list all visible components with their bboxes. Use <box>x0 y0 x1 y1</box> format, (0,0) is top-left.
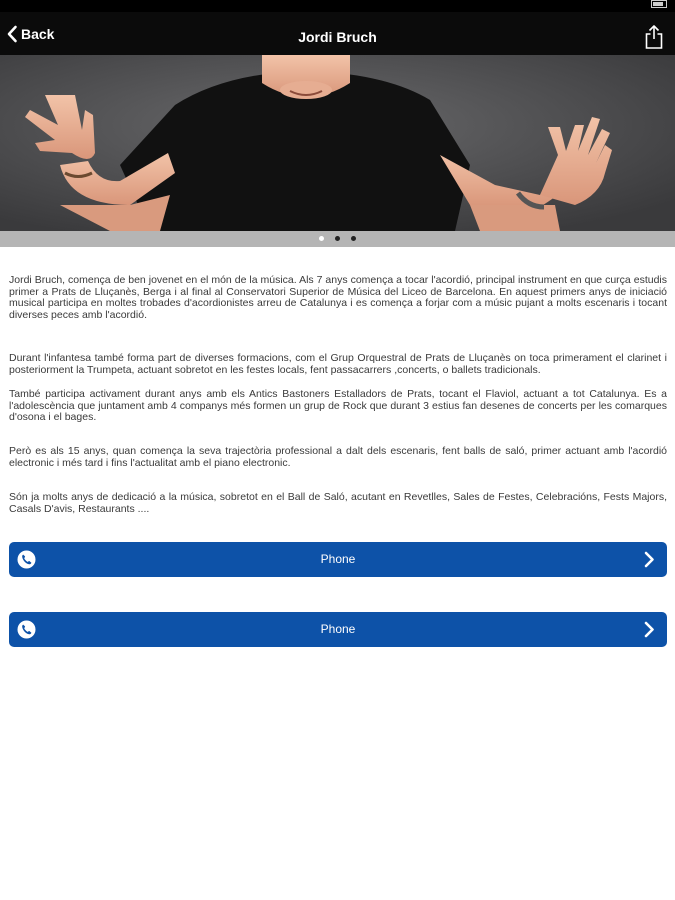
chevron-right-icon <box>643 621 655 638</box>
status-bar <box>0 0 675 12</box>
chevron-right-icon <box>643 551 655 568</box>
bio-paragraph: Durant l'infantesa també forma part de diverses formacions, com el Grup Orquestral de Prats de Lluçanès on toca primerament el clarinet i posteriorment la Trumpeta, actuant sobretot en les festes locals, fent passacarrers ,concerts, o ballets tradicionals. <box>9 352 667 376</box>
page-dot[interactable] <box>351 236 356 241</box>
battery-icon <box>651 0 667 8</box>
phone-button[interactable] <box>9 542 667 577</box>
bio-paragraph: Jordi Bruch, comença de ben jovenet en el món de la música. Als 7 anys comença a tocar l'acordió, principal instrument en que curça estudis primer a Prats de Lluçanès, Berga i al final al Conservatori Superior de Música del Liceo de Barcelona. En aquest primers anys de iniciació musical participa en moltes trobades d'acordionistes arreu de Catalunya i es comença a forjar com a músic pujant a molts escenaris i tocant diverses peces amb l'acordió. <box>9 274 667 321</box>
gallery-pager <box>0 231 675 247</box>
phone-button-label: Phone <box>320 622 356 636</box>
phone-button[interactable] <box>9 612 667 647</box>
page-title: Jordi Bruch <box>298 29 377 45</box>
page-dot[interactable] <box>335 236 340 241</box>
back-label: Back <box>21 26 55 42</box>
page-dot[interactable] <box>319 236 324 241</box>
bio-paragraph: També participa activament durant anys amb els Antics Bastoners Estalladors de Prats, tocant el Flaviol, actuant a tot Catalunya. Es a l'adolescència que juntament amb 4 companys més formen un grup de Rock que durant 3 estius fan desenes de concerts per les comarques d'osona i el bages. <box>9 388 667 423</box>
bio-paragraph: Són ja molts anys de dedicació a la música, sobretot en el Ball de Saló, acutant en Revetlles, Sales de Festes, Celebracións, Fests Majors, Casals D'avis, Restaurants .... <box>9 491 667 515</box>
person-photo-illustration <box>0 55 675 231</box>
navigation-bar <box>0 12 675 55</box>
share-icon[interactable] <box>643 24 665 50</box>
profile-photo[interactable] <box>0 55 675 231</box>
battery-indicator <box>647 0 667 8</box>
phone-button-label: Phone <box>320 552 356 566</box>
bio-paragraph: Però es als 15 anys, quan comença la seva trajectòria professional a dalt dels escenaris, fent balls de saló, primer actuant amb l'acordió electronic i més tard i fins l'actualitat amb el piano electronic. <box>9 445 667 469</box>
